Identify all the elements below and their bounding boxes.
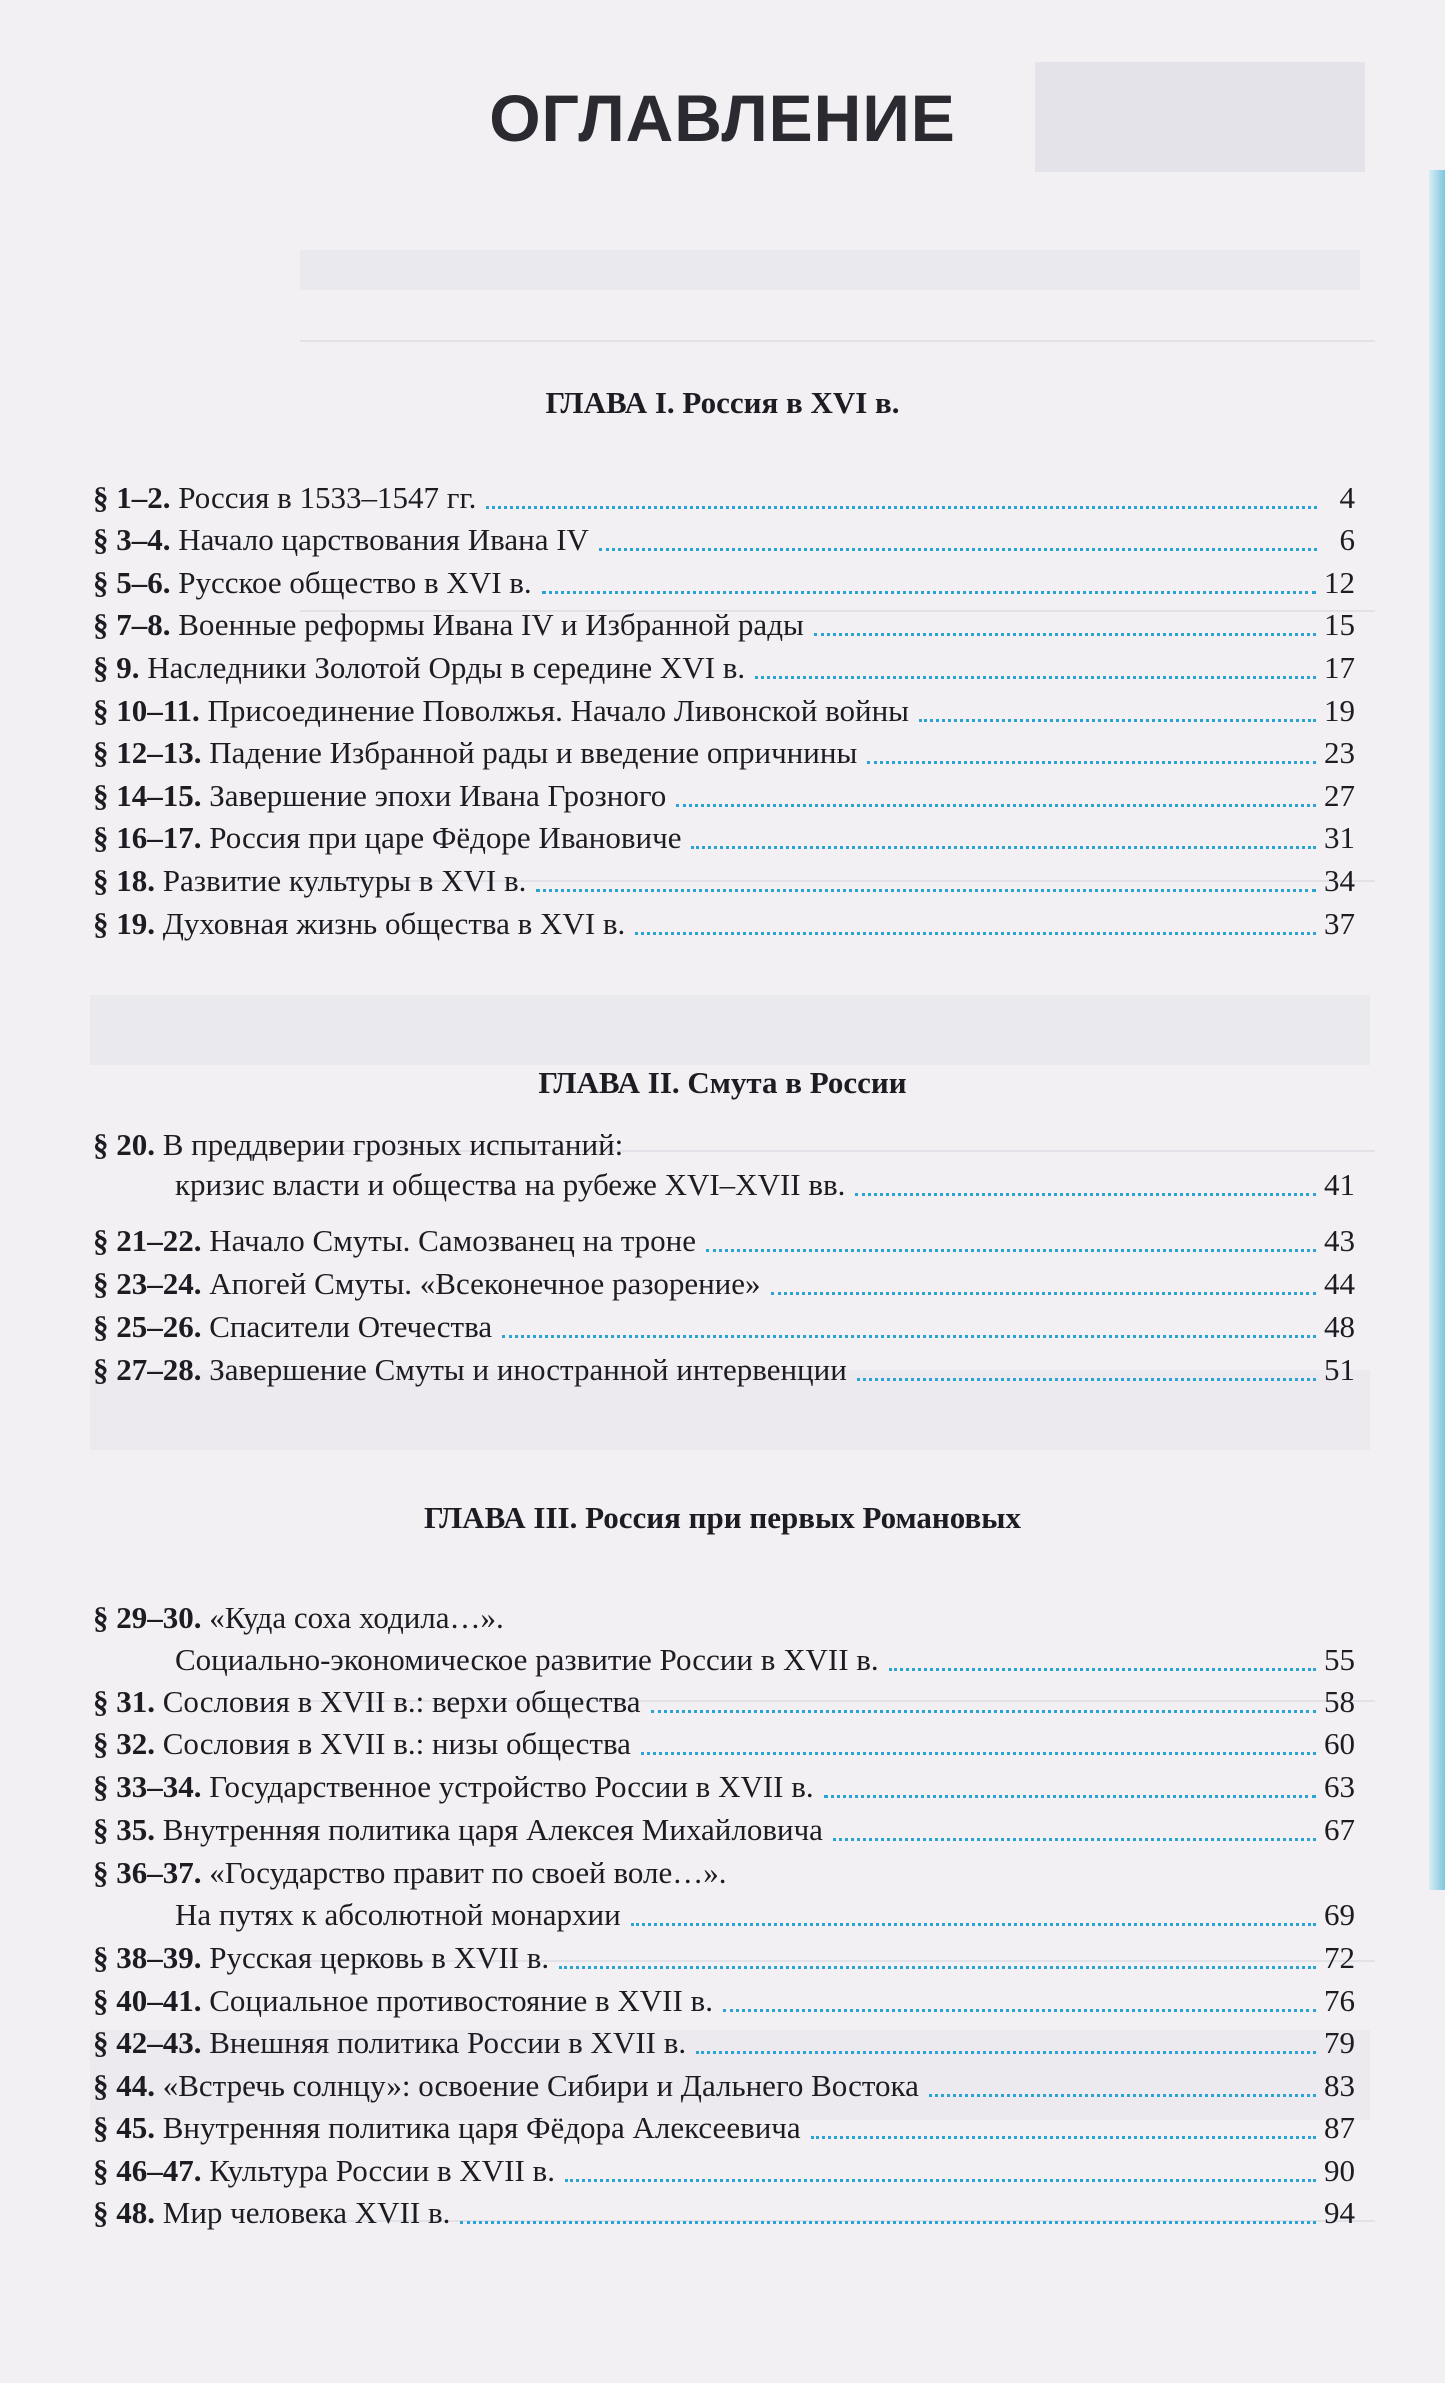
- leader-dots: [651, 1710, 1317, 1713]
- toc-entry: [93, 601, 1355, 645]
- toc-entry: [93, 1161, 1355, 1205]
- toc-entry: [93, 772, 1355, 816]
- paragraph-number: § 35.: [93, 1812, 155, 1847]
- leader-dots: [565, 2179, 1316, 2182]
- page-number: 51: [1324, 1352, 1355, 1387]
- toc-entry-lead: [93, 1938, 549, 1978]
- toc-entry: [93, 1720, 1355, 1764]
- toc-entry-lead: [93, 733, 857, 773]
- toc-entry-lead: [93, 1221, 696, 1261]
- leader-dots: [857, 1378, 1316, 1381]
- toc-entry-lead: [93, 1264, 761, 1304]
- leader-dots: [460, 2221, 1316, 2224]
- toc-entry-first-line: [93, 1121, 1355, 1165]
- page-number: 43: [1324, 1223, 1355, 1258]
- toc-entry-title: Мир человека XVII в.: [162, 2195, 451, 2230]
- page-number: 12: [1324, 565, 1355, 600]
- page-number: 58: [1324, 1684, 1355, 1719]
- page-number: 23: [1324, 735, 1355, 770]
- toc-entry-title: Начало царствования Ивана IV: [178, 522, 589, 557]
- paragraph-number: § 33–34.: [93, 1769, 202, 1804]
- toc-entry: [93, 857, 1355, 901]
- toc-entry-title: Спасители Отечества: [209, 1309, 493, 1344]
- paragraph-number: § 45.: [93, 2110, 155, 2145]
- toc-entry-title: Апогей Смуты. «Всеконечное разорение»: [209, 1266, 761, 1301]
- toc-entry: [93, 1260, 1355, 1304]
- toc-entry: [93, 2019, 1355, 2063]
- toc-entry-title: Культура России в XVII в.: [209, 2153, 555, 2188]
- paragraph-number: § 44.: [93, 2068, 155, 2103]
- paragraph-number: § 1–2.: [93, 480, 171, 515]
- leader-dots: [867, 761, 1316, 764]
- page-title: ОГЛАВЛЕНИЕ: [489, 81, 956, 155]
- chapter-heading: ГЛАВА III. Россия при первых Романовых: [424, 1500, 1021, 1535]
- toc-entry-lead: [93, 2066, 919, 2106]
- leader-dots: [811, 2136, 1316, 2139]
- toc-entry-lead: [93, 2108, 801, 2148]
- page-number: 94: [1324, 2195, 1355, 2230]
- toc-entry-lead: [93, 563, 532, 603]
- page-number: 31: [1324, 820, 1355, 855]
- paragraph-number: § 10–11.: [93, 693, 200, 728]
- toc-entry-lead: [93, 1853, 727, 1893]
- toc-entry: [93, 1977, 1355, 2021]
- page-number: 79: [1324, 2025, 1355, 2060]
- toc-entry-lead: [93, 648, 745, 688]
- toc-entry: [93, 1217, 1355, 1261]
- toc-entry: [93, 1806, 1355, 1850]
- toc-entry: [93, 1763, 1355, 1807]
- page-number: 60: [1324, 1726, 1355, 1761]
- leader-dots: [676, 804, 1316, 807]
- toc-entry-lead: [93, 1307, 492, 1347]
- toc-entry-lead: [93, 818, 681, 858]
- paragraph-number: § 29–30.: [93, 1600, 202, 1635]
- toc-entry: [93, 1636, 1355, 1680]
- paragraph-number: § 5–6.: [93, 565, 171, 600]
- toc-entry-lead: [93, 1981, 713, 2021]
- toc-entry-lead: [93, 520, 589, 560]
- toc-entry-lead: [93, 478, 476, 518]
- toc-entry: [93, 559, 1355, 603]
- toc-entry-lead: [93, 1125, 623, 1165]
- toc-entry-title: Наследники Золотой Орды в середине XVI в.: [147, 650, 746, 685]
- toc-entry-lead: [93, 691, 909, 731]
- paragraph-number: § 16–17.: [93, 820, 202, 855]
- toc-entry: [93, 1346, 1355, 1390]
- paragraph-number: § 21–22.: [93, 1223, 202, 1258]
- page-number: 37: [1324, 906, 1355, 941]
- toc-entry-title: Присоединение Поволжья. Начало Ливонской войны: [207, 693, 909, 728]
- toc-entry-title: Русская церковь в XVII в.: [209, 1940, 550, 1975]
- page-number: 15: [1324, 607, 1355, 642]
- page-number: 67: [1324, 1812, 1355, 1847]
- paragraph-number: § 20.: [93, 1127, 155, 1162]
- paragraph-number: § 14–15.: [93, 778, 202, 813]
- leader-dots: [536, 889, 1316, 892]
- toc-entry-title: Сословия в XVII в.: верхи общества: [162, 1684, 641, 1719]
- paragraph-number: § 42–43.: [93, 2025, 202, 2060]
- toc-entry-lead: [93, 861, 526, 901]
- paragraph-number: § 9.: [93, 650, 140, 685]
- toc-entry-title: «Государство правит по своей воле…».: [209, 1855, 727, 1890]
- toc-entry-title: Внешняя политика России в XVII в.: [209, 2025, 687, 2060]
- toc-entry-lead: [93, 2193, 450, 2233]
- toc-entry-title: Завершение Смуты и иностранной интервенции: [209, 1352, 847, 1387]
- paragraph-number: § 40–41.: [93, 1983, 202, 2018]
- leader-dots: [889, 1668, 1316, 1671]
- page-number: 55: [1324, 1642, 1355, 1677]
- toc-entry: [93, 2189, 1355, 2233]
- toc-entry-title: Военные реформы Ивана IV и Избранной рады: [178, 607, 804, 642]
- paragraph-number: § 48.: [93, 2195, 155, 2230]
- paragraph-number: § 23–24.: [93, 1266, 202, 1301]
- page-number: 4: [1339, 480, 1355, 515]
- toc-entry-lead: [93, 1350, 847, 1390]
- toc-entry-lead: [93, 1682, 641, 1722]
- leader-dots: [559, 1966, 1316, 1969]
- paragraph-number: § 19.: [93, 906, 155, 941]
- toc-entry-first-line: [93, 1849, 1355, 1893]
- toc-entry: [93, 1934, 1355, 1978]
- toc-entry: [93, 474, 1355, 518]
- page-number: 69: [1324, 1897, 1355, 1932]
- paragraph-number: § 7–8.: [93, 607, 171, 642]
- toc-entry-lead: [93, 605, 804, 645]
- page-number: 44: [1324, 1266, 1355, 1301]
- toc-entry-title: В преддверии грозных испытаний:: [162, 1127, 624, 1162]
- toc-entry: [93, 900, 1355, 944]
- toc-entry-title: Россия в 1533–1547 гг.: [178, 480, 477, 515]
- page-number: 41: [1324, 1167, 1355, 1202]
- toc-entry: [93, 1678, 1355, 1722]
- toc-entry-lead: [93, 1767, 814, 1807]
- toc-entry-lead: [93, 2151, 555, 2191]
- leader-dots: [755, 676, 1316, 679]
- leader-dots: [824, 1795, 1316, 1798]
- toc-entry: [93, 687, 1355, 731]
- toc-entry-lead: [93, 904, 625, 944]
- paragraph-number: § 25–26.: [93, 1309, 202, 1344]
- toc-entry-title: Начало Смуты. Самозванец на троне: [209, 1223, 697, 1258]
- page-number: 76: [1324, 1983, 1355, 2018]
- toc-entry-lead: [93, 2023, 686, 2063]
- leader-dots: [641, 1752, 1316, 1755]
- page-number: 87: [1324, 2110, 1355, 2145]
- toc-entry-title: «Куда соха ходила…».: [209, 1600, 504, 1635]
- paragraph-number: § 18.: [93, 863, 155, 898]
- paragraph-number: § 3–4.: [93, 522, 171, 557]
- leader-dots: [833, 1838, 1316, 1841]
- toc-entry: [93, 2147, 1355, 2191]
- page-number: 48: [1324, 1309, 1355, 1344]
- leader-dots: [502, 1335, 1316, 1338]
- paragraph-number: § 12–13.: [93, 735, 202, 770]
- paragraph-number: § 27–28.: [93, 1352, 202, 1387]
- toc-entry: [93, 2104, 1355, 2148]
- toc-entry-title-continued: кризис власти и общества на рубеже XVI–XVII вв.: [175, 1167, 846, 1202]
- leader-dots: [542, 591, 1316, 594]
- toc-entry: [93, 2062, 1355, 2106]
- toc-entry-title: Падение Избранной рады и введение опричнины: [209, 735, 858, 770]
- leader-dots: [929, 2094, 1316, 2097]
- page-number: 72: [1324, 1940, 1355, 1975]
- toc-entry-title: Россия при царе Фёдоре Ивановиче: [209, 820, 682, 855]
- page-number: 63: [1324, 1769, 1355, 1804]
- toc-entry-title: Внутренняя политика царя Фёдора Алексеевича: [162, 2110, 801, 2145]
- page-number: 17: [1324, 650, 1355, 685]
- toc-entry-title: Государственное устройство России в XVII в.: [209, 1769, 814, 1804]
- leader-dots: [635, 932, 1316, 935]
- leader-dots: [723, 2009, 1316, 2012]
- leader-dots: [486, 506, 1317, 509]
- page-number: 34: [1324, 863, 1355, 898]
- toc-entry-lead: [93, 776, 666, 816]
- toc-entry-title-continued: На путях к абсолютной монархии: [175, 1897, 621, 1932]
- toc-entry: [93, 1891, 1355, 1935]
- page-number: 27: [1324, 778, 1355, 813]
- toc-entry: [93, 644, 1355, 688]
- toc-entry: [93, 814, 1355, 858]
- toc-entry-title: Духовная жизнь общества в XVI в.: [162, 906, 626, 941]
- chapter-heading: ГЛАВА II. Смута в России: [538, 1065, 907, 1100]
- paragraph-number: § 36–37.: [93, 1855, 202, 1890]
- toc-entry-title: Русское общество в XVI в.: [178, 565, 532, 600]
- page-number: 6: [1339, 522, 1355, 557]
- toc-entry-title: Внутренняя политика царя Алексея Михайловича: [162, 1812, 823, 1847]
- leader-dots: [771, 1292, 1316, 1295]
- toc-entry: [93, 1303, 1355, 1347]
- toc-entry-lead: [93, 1810, 823, 1850]
- toc-entry-title: Социальное противостояние в XVII в.: [209, 1983, 713, 2018]
- toc-entry-title: Завершение эпохи Ивана Грозного: [209, 778, 667, 813]
- chapter-heading: ГЛАВА I. Россия в XVI в.: [545, 385, 900, 420]
- paragraph-number: § 32.: [93, 1726, 155, 1761]
- page-number: 19: [1324, 693, 1355, 728]
- leader-dots: [855, 1193, 1316, 1196]
- toc-entry-title: Развитие культуры в XVI в.: [162, 863, 527, 898]
- toc-entry: [93, 729, 1355, 773]
- leader-dots: [631, 1923, 1316, 1926]
- toc-entry-title-continued: Социально-экономическое развитие России в XVII в.: [175, 1642, 879, 1677]
- toc-entry-lead: [93, 1724, 631, 1764]
- leader-dots: [696, 2051, 1316, 2054]
- toc-entry-first-line: [93, 1594, 1355, 1638]
- leader-dots: [599, 548, 1317, 551]
- paragraph-number: § 46–47.: [93, 2153, 202, 2188]
- page-number: 83: [1324, 2068, 1355, 2103]
- paragraph-number: § 31.: [93, 1684, 155, 1719]
- leader-dots: [706, 1249, 1316, 1252]
- leader-dots: [919, 719, 1316, 722]
- page-number: 90: [1324, 2153, 1355, 2188]
- toc-entry-title: Сословия в XVII в.: низы общества: [162, 1726, 631, 1761]
- paragraph-number: § 38–39.: [93, 1940, 202, 1975]
- leader-dots: [814, 633, 1316, 636]
- toc-entry-title: «Встречь солнцу»: освоение Сибири и Дальнего Востока: [162, 2068, 919, 2103]
- toc-entry: [93, 516, 1355, 560]
- toc-entry-lead: [93, 1598, 504, 1638]
- leader-dots: [691, 846, 1316, 849]
